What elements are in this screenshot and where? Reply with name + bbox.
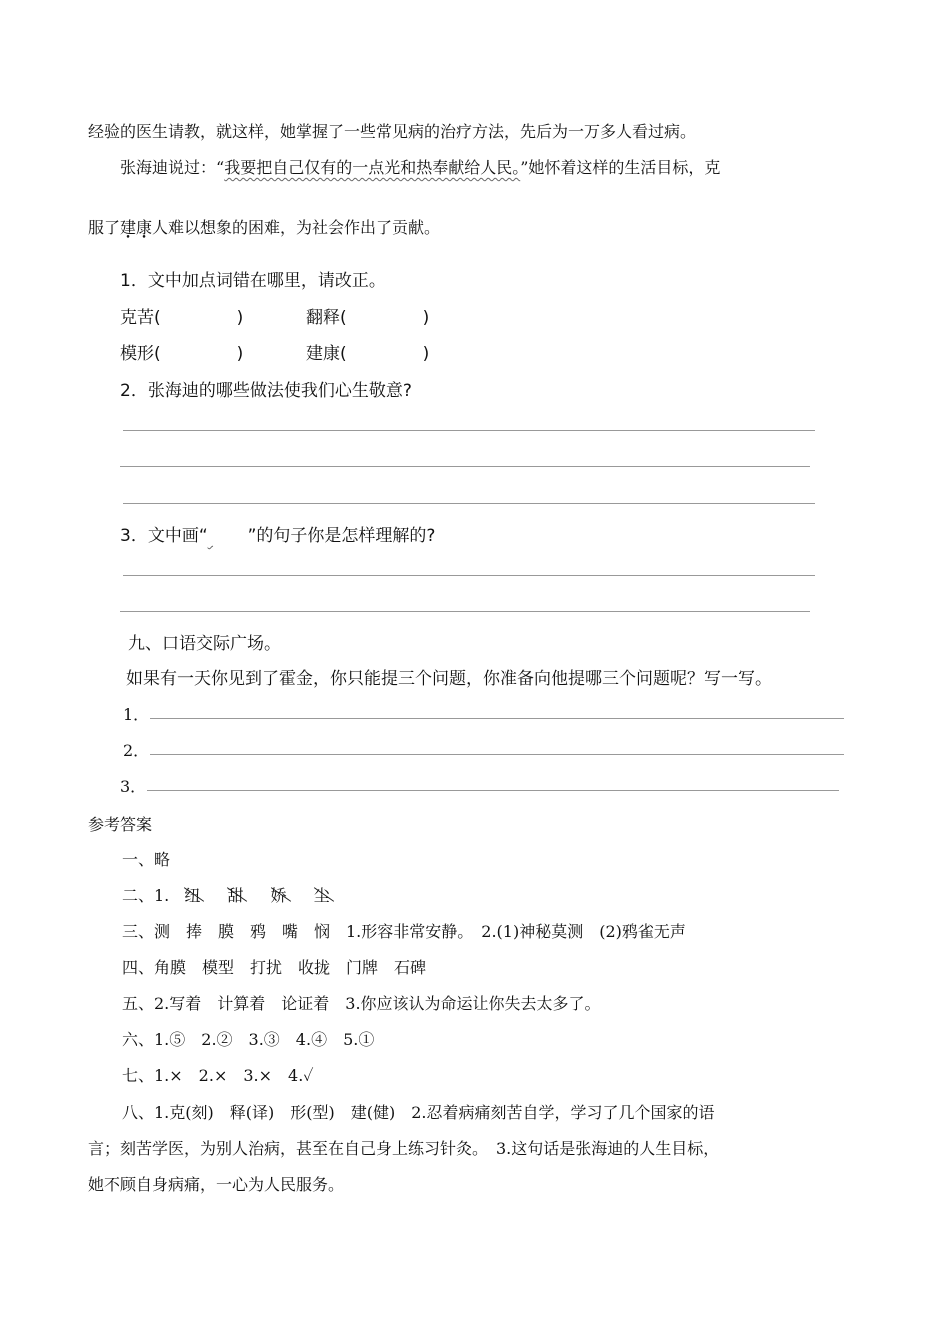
question-2: 2．张海迪的哪些做法使我们心生敬意? <box>120 381 412 401</box>
struck-char: 娇 <box>271 883 287 906</box>
section-9-prompt: 如果有一天你见到了霍金，你只能提三个问题，你准备向他提哪三个问题呢？写一写。 <box>126 669 772 689</box>
wavy-line-sample <box>208 526 248 546</box>
answer-line[interactable] <box>120 611 810 612</box>
answer-5: 五、2.写着 计算着 论证着 3.你应该认为命运让你失去太多了。 <box>122 994 601 1013</box>
answer-1: 一、略 <box>122 850 171 869</box>
passage-line-3: 服了建康人难以想象的困难，为社会作出了贡献。 <box>88 218 441 237</box>
answer-line[interactable] <box>150 754 844 755</box>
passage-line-1: 经验的医生请教，就这样，她掌握了一些常见病的治疗方法，先后为一万多人看过病。 <box>88 122 697 141</box>
q1-item-jiankang: 建康( ) <box>306 344 430 364</box>
q1-item-fanshi: 翻释( ) <box>306 308 430 328</box>
question-1: 1．文中加点词错在哪里，请改正。 <box>120 271 386 291</box>
struck-char: 甜 <box>227 883 243 906</box>
answer-line[interactable] <box>150 718 844 719</box>
answer-line[interactable] <box>123 503 815 504</box>
q1-item-moxing: 模形( ) <box>120 344 244 364</box>
answers-title: 参考答案 <box>88 815 153 834</box>
section-9-title: 九、口语交际广场。 <box>128 634 281 654</box>
dotted-char-kang: 康 <box>136 218 153 237</box>
answer-6: 六、1.⑤ 2.② 3.③ 4.④ 5.① <box>122 1030 375 1049</box>
answer-line[interactable] <box>123 430 815 431</box>
answer-line[interactable] <box>120 466 810 467</box>
wavy-underlined-sentence: 我要把自己仅有的一点光和热奉献给人民。 <box>224 158 521 177</box>
dotted-char-jian: 建 <box>120 218 137 237</box>
struck-char: 纽 <box>184 883 200 906</box>
answer-4: 四、角膜 模型 打扰 收拢 门牌 石碑 <box>122 958 427 977</box>
passage-line-2: 张海迪说过：“我要把自己仅有的一点光和热奉献给人民。”她怀着这样的生活目标，克 <box>120 158 721 177</box>
answer-line[interactable] <box>147 790 839 791</box>
answer-8-line-1: 八、1.克(刻) 释(译) 形(型) 建(健) 2.忍着病痛刻苦自学，学习了几个国家的语 <box>122 1103 715 1122</box>
question-3: 3．文中画“ ”的句子你是怎样理解的? <box>120 526 436 546</box>
answer-2: 二、1. 纽 甜 娇 尘 <box>122 883 330 906</box>
answer-line[interactable] <box>123 575 815 576</box>
section-9-item-2: 2． <box>123 741 150 760</box>
struck-char: 尘 <box>314 883 330 906</box>
answer-3: 三、测 捧 膜 鸦 嘴 悯 1.形容非常安静。 2.(1)神秘莫测 (2)鸦雀无声 <box>122 922 686 941</box>
q1-item-kegu: 克苦( ) <box>120 308 244 328</box>
answer-8-line-3: 她不顾自身病痛，一心为人民服务。 <box>88 1175 345 1194</box>
section-9-item-3: 3． <box>120 777 147 796</box>
section-9-item-1: 1． <box>123 705 150 724</box>
answer-8-line-2: 言；刻苦学医，为别人治病，甚至在自己身上练习针灸。 3.这句话是张海迪的人生目标， <box>88 1139 720 1158</box>
answer-7: 七、1.× 2.× 3.× 4.✓ <box>122 1066 314 1085</box>
